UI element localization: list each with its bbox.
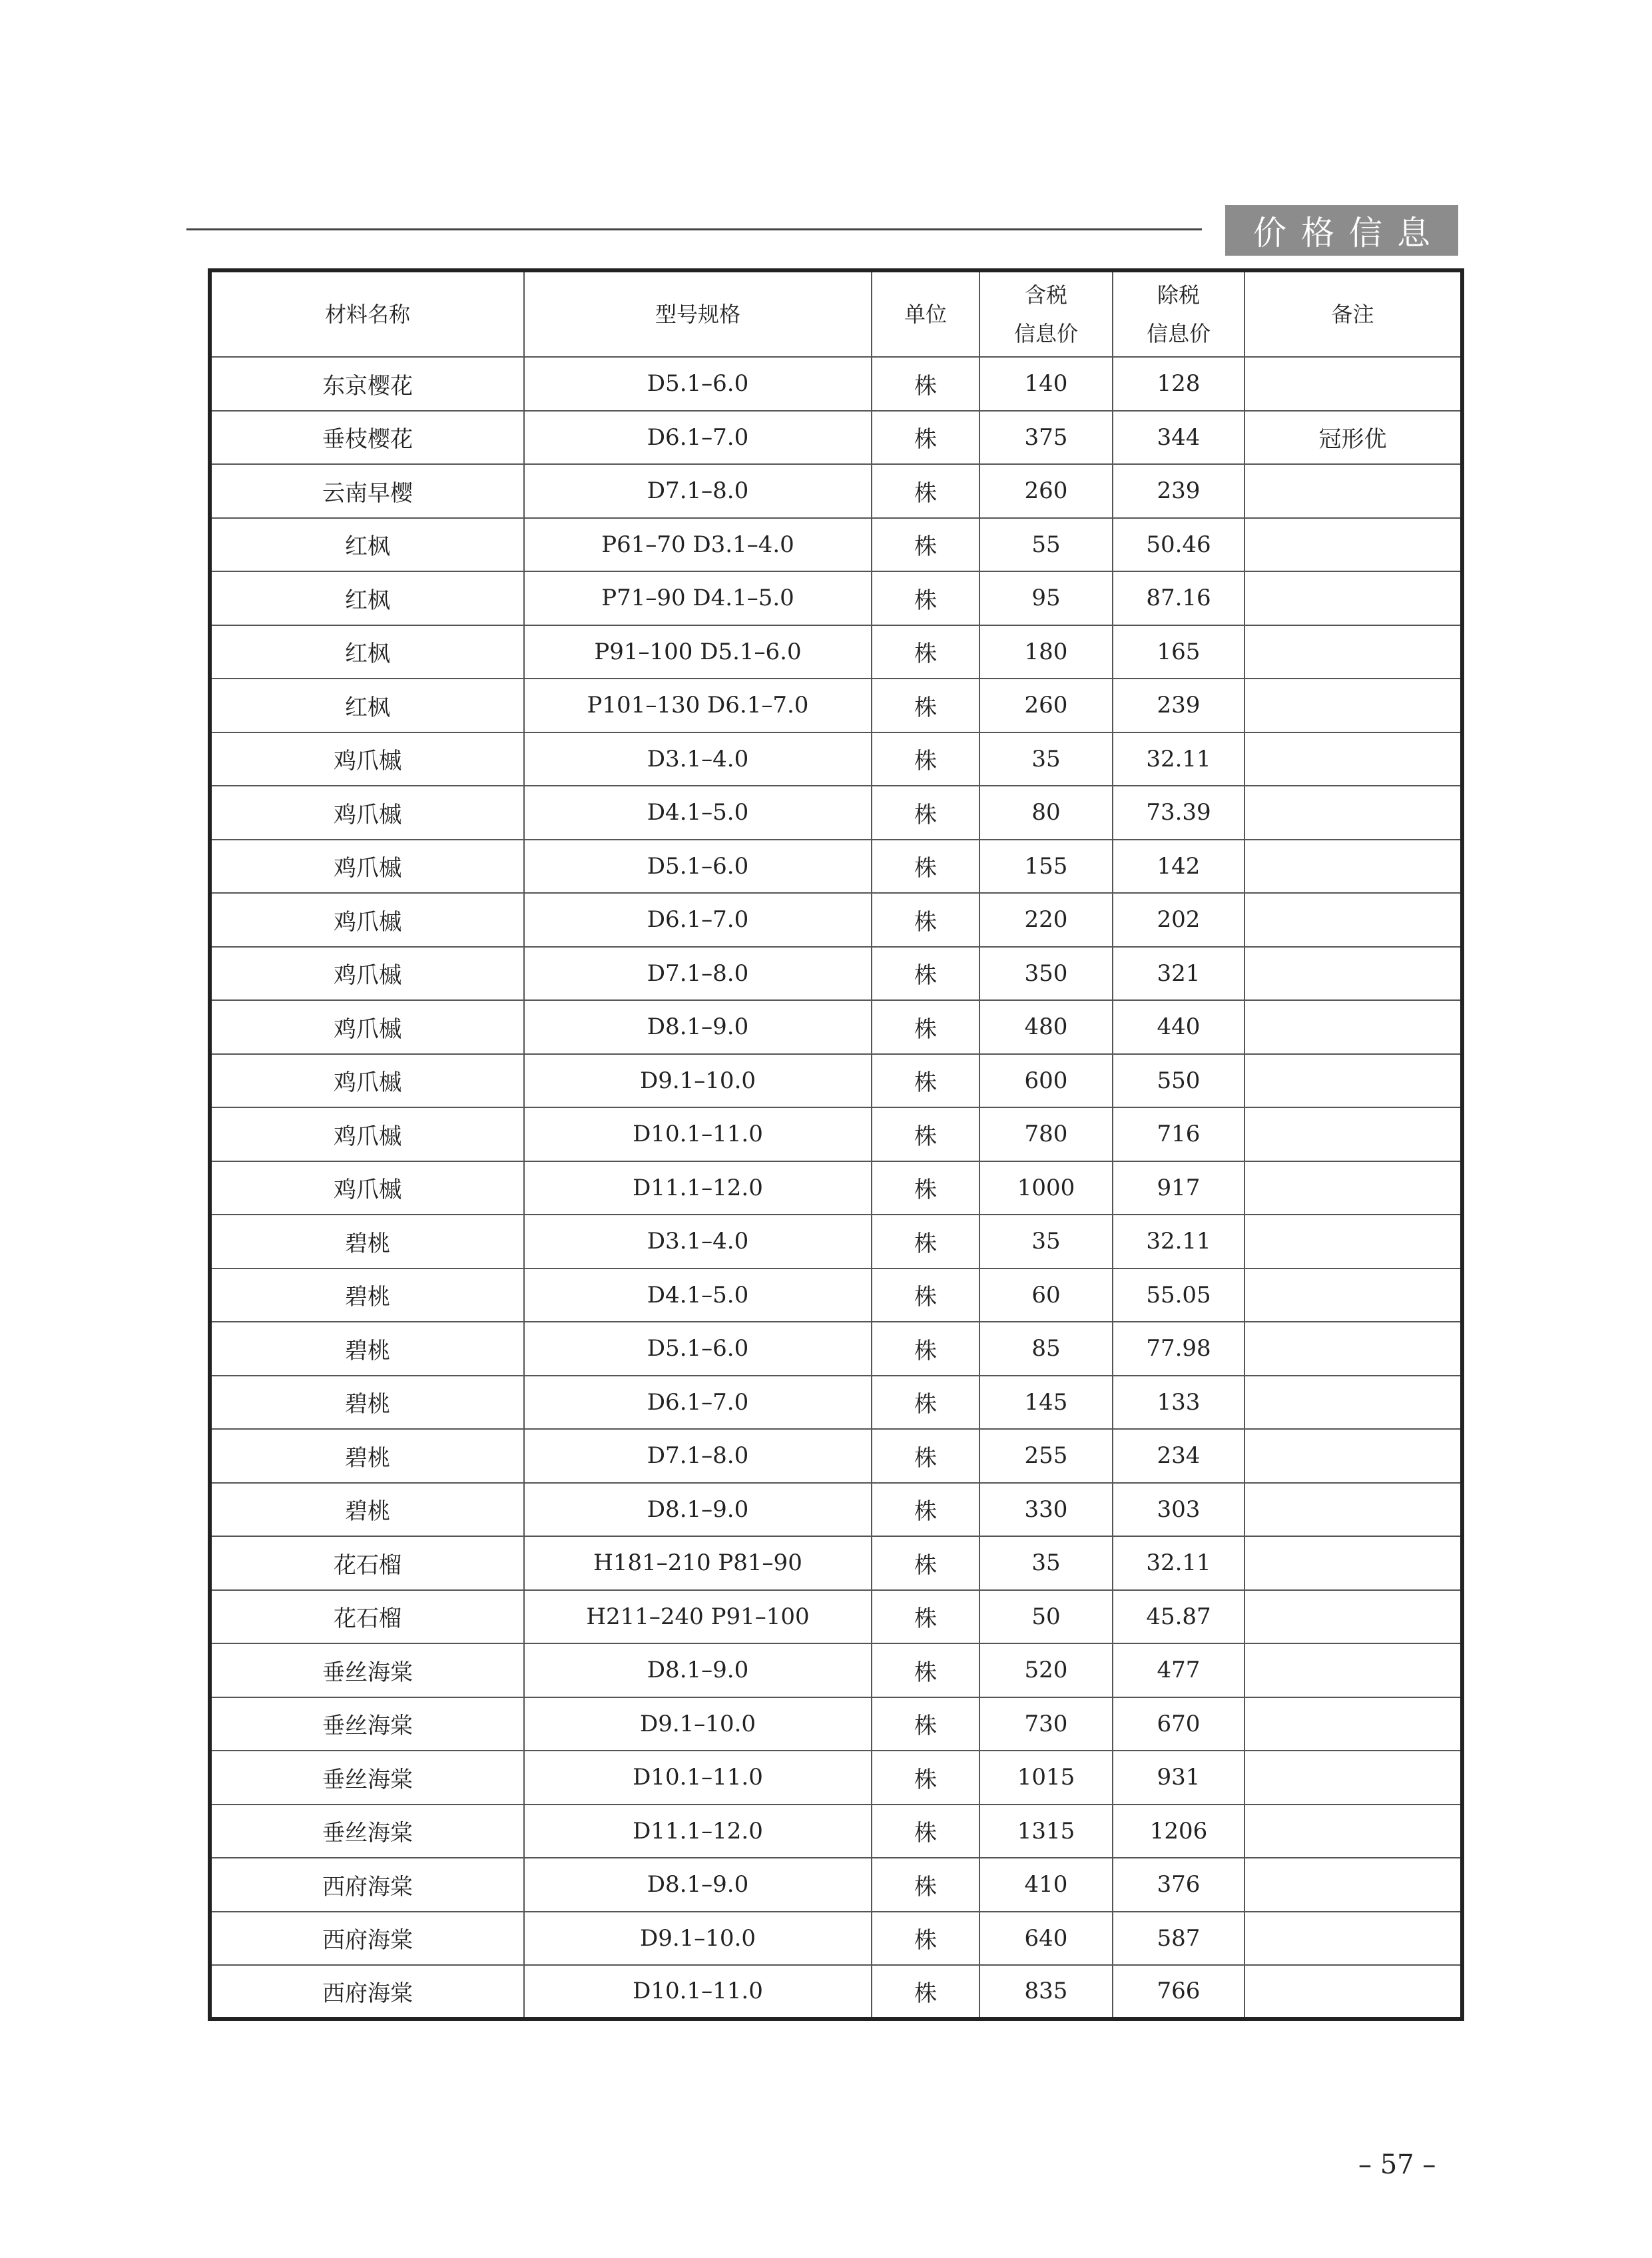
cell-price-with-tax: 80 [979,786,1113,840]
cell-price-without-tax: 321 [1113,947,1244,1001]
cell-note [1244,1000,1462,1054]
table-row [210,1376,1462,1430]
table-row [210,947,1462,1001]
cell-unit: 株 [872,1376,979,1430]
cell-note [1244,732,1462,786]
cell-price-with-tax: 55 [979,518,1113,572]
cell-material-name: 垂丝海棠 [210,1643,524,1697]
table-row [210,786,1462,840]
cell-spec: D8.1–9.0 [524,1483,872,1537]
cell-price-without-tax: 716 [1113,1107,1244,1161]
header-label: 材料名称 [324,302,410,327]
table-row [210,1161,1462,1215]
cell-price-with-tax: 410 [979,1858,1113,1912]
cell-spec: D10.1–11.0 [524,1107,872,1161]
cell-spec: D11.1–12.0 [524,1805,872,1858]
table-row [210,893,1462,947]
table-row [210,571,1462,625]
header-price-without-tax [1113,270,1244,357]
cell-spec: D5.1–6.0 [524,1322,872,1376]
cell-spec: D4.1–5.0 [524,786,872,840]
cell-spec: P71–90 D4.1–5.0 [524,571,872,625]
cell-price-with-tax: 350 [979,947,1113,1001]
cell-price-with-tax: 780 [979,1107,1113,1161]
cell-price-with-tax: 1315 [979,1805,1113,1858]
cell-unit: 株 [872,947,979,1001]
table-header [210,270,1462,357]
cell-note [1244,1858,1462,1912]
cell-unit: 株 [872,518,979,572]
cell-spec: D10.1–11.0 [524,1965,872,2019]
cell-note [1244,1751,1462,1805]
page-number: – 57 – [1358,2149,1436,2180]
cell-note [1244,1483,1462,1537]
cell-unit: 株 [872,893,979,947]
section-label: 价格信息 [1225,205,1458,256]
cell-price-with-tax: 520 [979,1643,1113,1697]
cell-note [1244,1536,1462,1590]
cell-spec: P91–100 D5.1–6.0 [524,625,872,679]
cell-price-with-tax: 730 [979,1697,1113,1751]
cell-unit: 株 [872,1483,979,1537]
cell-note [1244,1054,1462,1108]
cell-note [1244,1215,1462,1269]
header-spec [524,270,872,357]
cell-note [1244,679,1462,732]
cell-note [1244,1161,1462,1215]
cell-price-without-tax: 165 [1113,625,1244,679]
cell-unit: 株 [872,1697,979,1751]
cell-unit: 株 [872,1107,979,1161]
table-row [210,1322,1462,1376]
cell-spec: D7.1–8.0 [524,947,872,1001]
table-row [210,1269,1462,1322]
cell-material-name: 西府海棠 [210,1858,524,1912]
cell-price-with-tax: 375 [979,411,1113,465]
cell-unit: 株 [872,411,979,465]
cell-price-with-tax: 85 [979,1322,1113,1376]
cell-price-with-tax: 140 [979,357,1113,411]
cell-unit: 株 [872,1215,979,1269]
table-row [210,357,1462,411]
header-note [1244,270,1462,357]
cell-price-with-tax: 155 [979,840,1113,894]
cell-note [1244,1965,1462,2019]
table-row [210,1000,1462,1054]
cell-price-without-tax: 45.87 [1113,1590,1244,1644]
cell-price-without-tax: 32.11 [1113,1215,1244,1269]
cell-unit: 株 [872,464,979,518]
table-row [210,1965,1462,2019]
cell-price-with-tax: 220 [979,893,1113,947]
cell-price-without-tax: 917 [1113,1161,1244,1215]
table-row [210,1697,1462,1751]
cell-price-without-tax: 239 [1113,464,1244,518]
cell-spec: D9.1–10.0 [524,1054,872,1108]
cell-price-without-tax: 55.05 [1113,1269,1244,1322]
cell-spec: D5.1–6.0 [524,840,872,894]
cell-price-with-tax: 35 [979,1536,1113,1590]
cell-material-name: 鸡爪槭 [210,1054,524,1108]
cell-material-name: 碧桃 [210,1322,524,1376]
table-row [210,1590,1462,1644]
cell-unit: 株 [872,1643,979,1697]
cell-material-name: 鸡爪槭 [210,786,524,840]
cell-spec: D7.1–8.0 [524,1429,872,1483]
cell-note [1244,786,1462,840]
cell-unit: 株 [872,1536,979,1590]
cell-spec: D5.1–6.0 [524,357,872,411]
table-row [210,1215,1462,1269]
cell-note [1244,1590,1462,1644]
table-row [210,625,1462,679]
cell-price-with-tax: 50 [979,1590,1113,1644]
header-price-with-tax [979,270,1113,357]
cell-price-without-tax: 766 [1113,1965,1244,2019]
cell-spec: P61–70 D3.1–4.0 [524,518,872,572]
header-label: 单位 [904,302,947,327]
cell-note [1244,1269,1462,1322]
cell-material-name: 垂丝海棠 [210,1697,524,1751]
cell-price-without-tax: 239 [1113,679,1244,732]
cell-note [1244,464,1462,518]
cell-note [1244,518,1462,572]
cell-spec: D9.1–10.0 [524,1912,872,1966]
cell-material-name: 鸡爪槭 [210,1000,524,1054]
header-row [210,270,1462,357]
cell-material-name: 碧桃 [210,1215,524,1269]
cell-material-name: 垂枝樱花 [210,411,524,465]
table-row [210,1483,1462,1537]
cell-price-with-tax: 640 [979,1912,1113,1966]
cell-unit: 株 [872,357,979,411]
cell-spec: H211–240 P91–100 [524,1590,872,1644]
cell-unit: 株 [872,1429,979,1483]
cell-price-without-tax: 344 [1113,411,1244,465]
cell-material-name: 碧桃 [210,1483,524,1537]
cell-price-without-tax: 477 [1113,1643,1244,1697]
cell-price-without-tax: 128 [1113,357,1244,411]
cell-price-without-tax: 202 [1113,893,1244,947]
cell-material-name: 鸡爪槭 [210,1107,524,1161]
table-row [210,1536,1462,1590]
cell-note [1244,1107,1462,1161]
table-row [210,518,1462,572]
cell-price-without-tax: 32.11 [1113,732,1244,786]
cell-material-name: 红枫 [210,679,524,732]
cell-price-with-tax: 600 [979,1054,1113,1108]
cell-price-with-tax: 1015 [979,1751,1113,1805]
header-label: 含税 [1024,282,1067,308]
header-label: 备注 [1331,302,1374,327]
cell-spec: D6.1–7.0 [524,893,872,947]
cell-unit: 株 [872,1590,979,1644]
cell-unit: 株 [872,732,979,786]
cell-price-with-tax: 260 [979,464,1113,518]
table-row [210,1805,1462,1858]
cell-material-name: 红枫 [210,571,524,625]
table-row [210,1107,1462,1161]
table-row [210,679,1462,732]
cell-price-without-tax: 931 [1113,1751,1244,1805]
cell-note: 冠形优 [1244,411,1462,465]
cell-material-name: 垂丝海棠 [210,1805,524,1858]
cell-note [1244,947,1462,1001]
cell-spec: D3.1–4.0 [524,1215,872,1269]
cell-spec: D8.1–9.0 [524,1000,872,1054]
cell-material-name: 东京樱花 [210,357,524,411]
cell-spec: D9.1–10.0 [524,1697,872,1751]
cell-note [1244,1643,1462,1697]
table-row [210,840,1462,894]
cell-price-without-tax: 550 [1113,1054,1244,1108]
header-label: 除税 [1157,282,1200,308]
cell-material-name: 碧桃 [210,1429,524,1483]
cell-spec: D3.1–4.0 [524,732,872,786]
cell-price-without-tax: 50.46 [1113,518,1244,572]
cell-unit: 株 [872,1912,979,1966]
cell-note [1244,1376,1462,1430]
cell-note [1244,571,1462,625]
cell-price-with-tax: 330 [979,1483,1113,1537]
header-rule [186,228,1202,230]
header-unit [872,270,979,357]
cell-price-without-tax: 376 [1113,1858,1244,1912]
cell-spec: H181–210 P81–90 [524,1536,872,1590]
cell-unit: 株 [872,1161,979,1215]
cell-note [1244,1697,1462,1751]
cell-material-name: 红枫 [210,625,524,679]
cell-unit: 株 [872,1000,979,1054]
cell-note [1244,1322,1462,1376]
cell-price-without-tax: 670 [1113,1697,1244,1751]
cell-price-without-tax: 133 [1113,1376,1244,1430]
cell-price-without-tax: 77.98 [1113,1322,1244,1376]
table-row [210,732,1462,786]
cell-price-without-tax: 234 [1113,1429,1244,1483]
cell-price-with-tax: 255 [979,1429,1113,1483]
cell-price-without-tax: 303 [1113,1483,1244,1537]
cell-unit: 株 [872,1269,979,1322]
table-row [210,1429,1462,1483]
cell-material-name: 云南早樱 [210,464,524,518]
cell-price-with-tax: 835 [979,1965,1113,2019]
cell-unit: 株 [872,1805,979,1858]
cell-spec: D4.1–5.0 [524,1269,872,1322]
header-label-line2: 信息价 [1013,321,1078,346]
cell-material-name: 鸡爪槭 [210,840,524,894]
cell-price-with-tax: 1000 [979,1161,1113,1215]
cell-material-name: 红枫 [210,518,524,572]
cell-price-without-tax: 440 [1113,1000,1244,1054]
cell-material-name: 垂丝海棠 [210,1751,524,1805]
cell-spec: D10.1–11.0 [524,1751,872,1805]
cell-price-with-tax: 260 [979,679,1113,732]
cell-spec: D7.1–8.0 [524,464,872,518]
cell-price-without-tax: 87.16 [1113,571,1244,625]
cell-unit: 株 [872,571,979,625]
table-row [210,1054,1462,1108]
header-label: 型号规格 [655,302,740,327]
cell-note [1244,1805,1462,1858]
header-material-name [210,270,524,357]
table-row [210,1912,1462,1966]
cell-spec: P101–130 D6.1–7.0 [524,679,872,732]
cell-price-without-tax: 32.11 [1113,1536,1244,1590]
cell-price-with-tax: 35 [979,1215,1113,1269]
header-label-line2: 信息价 [1146,321,1211,346]
cell-unit: 株 [872,1858,979,1912]
cell-note [1244,1912,1462,1966]
cell-note [1244,357,1462,411]
table-row [210,464,1462,518]
cell-note [1244,1429,1462,1483]
cell-unit: 株 [872,786,979,840]
cell-unit: 株 [872,1322,979,1376]
table-row [210,411,1462,465]
cell-material-name: 鸡爪槭 [210,732,524,786]
cell-material-name: 西府海棠 [210,1912,524,1966]
cell-note [1244,625,1462,679]
cell-material-name: 鸡爪槭 [210,893,524,947]
cell-unit: 株 [872,1054,979,1108]
cell-unit: 株 [872,1965,979,2019]
table-row [210,1643,1462,1697]
cell-material-name: 鸡爪槭 [210,1161,524,1215]
cell-spec: D6.1–7.0 [524,411,872,465]
cell-unit: 株 [872,625,979,679]
cell-spec: D8.1–9.0 [524,1858,872,1912]
cell-price-with-tax: 480 [979,1000,1113,1054]
cell-price-without-tax: 587 [1113,1912,1244,1966]
cell-price-without-tax: 73.39 [1113,786,1244,840]
cell-price-with-tax: 145 [979,1376,1113,1430]
cell-material-name: 花石榴 [210,1590,524,1644]
cell-price-with-tax: 95 [979,571,1113,625]
cell-material-name: 西府海棠 [210,1965,524,2019]
cell-material-name: 花石榴 [210,1536,524,1590]
table-row [210,1858,1462,1912]
cell-spec: D8.1–9.0 [524,1643,872,1697]
cell-price-with-tax: 35 [979,732,1113,786]
cell-price-without-tax: 1206 [1113,1805,1244,1858]
cell-unit: 株 [872,840,979,894]
cell-material-name: 鸡爪槭 [210,947,524,1001]
cell-material-name: 碧桃 [210,1269,524,1322]
price-table [208,268,1464,2021]
cell-unit: 株 [872,679,979,732]
cell-unit: 株 [872,1751,979,1805]
table-body [210,357,1462,2019]
cell-price-without-tax: 142 [1113,840,1244,894]
cell-price-with-tax: 180 [979,625,1113,679]
cell-price-with-tax: 60 [979,1269,1113,1322]
cell-spec: D11.1–12.0 [524,1161,872,1215]
cell-note [1244,893,1462,947]
table-row [210,1751,1462,1805]
cell-note [1244,840,1462,894]
cell-material-name: 碧桃 [210,1376,524,1430]
cell-spec: D6.1–7.0 [524,1376,872,1430]
